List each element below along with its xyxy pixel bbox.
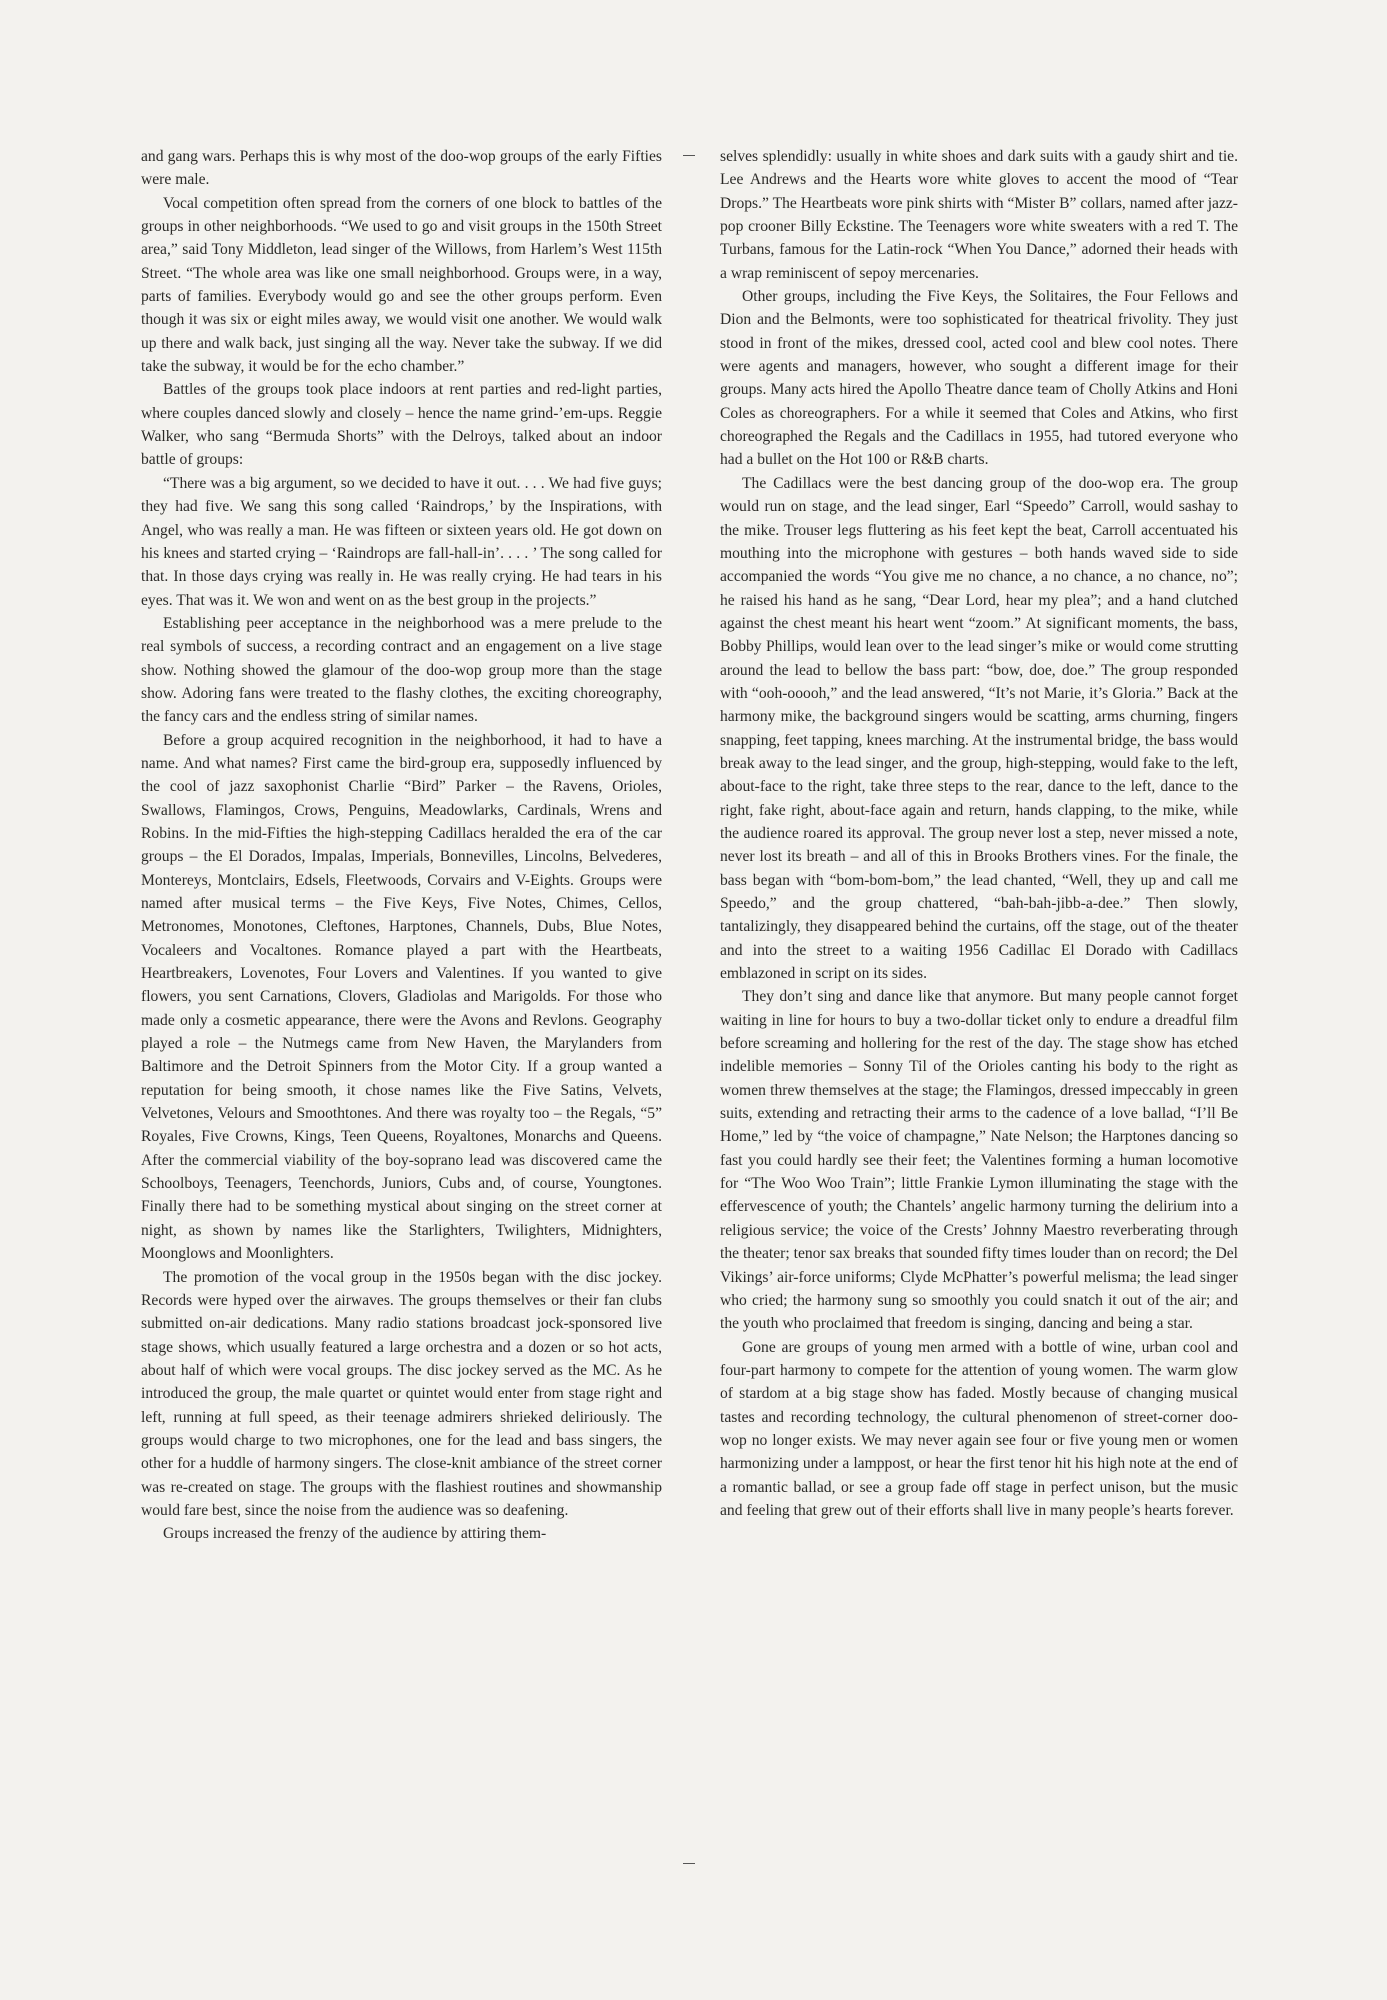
column-divider-mark-top [683, 155, 695, 156]
column-divider-mark-bottom [683, 1863, 695, 1864]
paragraph: The promotion of the vocal group in the 1950s began with the disc jockey. Records were hyped over the airwaves. The groups themselves or their fan clubs submitted on-air dedications. Many radio stations broadcast jock-sponsored live stage shows, which usually featured a large orchestra and a dozen or so hot acts, about half of which were vocal groups. The disc jockey served as the MC. As he introduced the group, the male quartet or quintet would enter from stage right and left, running at full speed, as their teenage admirers shrieked deliriously. The groups would charge to two microphones, one for the lead and bass singers, the other for a huddle of harmony singers. The close-knit ambiance of the street corner was re-created on stage. The groups with the flashiest routines and showmanship would fare best, since the noise from the audience was so deafening. [141, 1268, 662, 1519]
paragraph: Groups increased the frenzy of the audience by attiring them- [163, 1525, 547, 1543]
right-column [720, 145, 1238, 1522]
paragraph: Battles of the groups took place indoors at rent parties and red-light parties, where couples danced slowly and closely – hence the name grind-’em-ups. Reggie Walker, who sang “Bermuda Shorts” with the Delroys, talked about an indoor battle of groups: [141, 381, 662, 469]
paragraph: Other groups, including the Five Keys, the Solitaires, the Four Fellows and Dion and the Belmonts, were too sophisticated for theatrical frivolity. They just stood in front of the mikes, dressed cool, acted cool and blew cool notes. There were agents and managers, however, who sought a different image for their groups. Many acts hired the Apollo Theatre dance team of Cholly Atkins and Honi Coles as choreographers. For a while it seemed that Coles and Atkins, who first choreographed the Regals and the Cadillacs in 1955, had tutored everyone who had a bullet on the Hot 100 or R&B charts. [720, 288, 1238, 469]
paragraph: The Cadillacs were the best dancing group of the doo-wop era. The group would run on stage, and the lead singer, Earl “Speedo” Carroll, would sashay to the mike. Trouser legs fluttering as his feet kept the beat, Carroll accentuated his mouthing into the microphone with gestures – both hands waved side to side accompanied the words “You give me no chance, a no chance, a no chance, no”; he raised his hand as he sang, “Dear Lord, hear my plea”; and a hand clutched against the chest meant his heart went “zoom.” At significant moments, the bass, Bobby Phillips, would lean over to the lead singer’s mike or would come strutting around the lead to bellow the bass part: “bow, doe, doe.” The group responded with “ooh-ooooh,” and the lead answered, “It’s not Marie, it’s Gloria.” Back at the harmony mike, the background singers would be scatting, arms churning, fingers snapping, feet tapping, knees marching. At the instrumental bridge, the bass would break away to the lead singer, and the group, high-stepping, would fake to the left, about-face to the right, take three steps to the rear, dance to the left, dance to the right, fake right, about-face again and return, hands clapping, to the mike, while the audience roared its approval. The group never lost a step, never missed a note, never lost its breath – and all of this in Brooks Brothers vines. For the finale, the bass began with “bom-bom-bom,” the lead chanted, “Well, they up and call me Speedo,” and the group chattered, “bah-bah-jibb-a-dee.” Then slowly, tantalizingly, they disappeared behind the curtains, off the stage, out of the theater and into the street to a waiting 1956 Cadillac El Dorado with Cadillacs emblazoned in script on its sides. [720, 474, 1238, 983]
paragraph: Establishing peer acceptance in the neighborhood was a mere prelude to the real symbols of success, a recording contract and an engagement on a live stage show. Nothing showed the glamour of the doo-wop group more than the stage show. Adoring fans were treated to the flashy clothes, the exciting choreography, the fancy cars and the endless string of similar names. [141, 614, 662, 726]
paragraph: Before a group acquired recognition in the neighborhood, it had to have a name. And what names? First came the bird-group era, supposedly influenced by the cool of jazz saxophonist Charlie “Bird” Parker – the Ravens, Orioles, Swallows, Flamingos, Crows, Penguins, Meadowlarks, Cardinals, Wrens and Robins. In the mid-Fifties the high-stepping Cadillacs heralded the era of the car groups – the El Dorados, Impalas, Imperials, Bonnevilles, Lincolns, Belvederes, Montereys, Montclairs, Edsels, Fleetwoods, Corvairs and V-Eights. Groups were named after musical terms – the Five Keys, Five Notes, Chimes, Cellos, Metronomes, Monotones, Cleftones, Harptones, Channels, Dubs, Blue Notes, Vocaleers and Vocaltones. Romance played a part with the Heartbeats, Heartbreakers, Lovenotes, Four Lovers and Valentines. If you wanted to give flowers, you sent Carnations, Clovers, Gladiolas and Marigolds. For those who made only a cosmetic appearance, there were the Avons and Revlons. Geography played a role – the Nutmegs came from New Haven, the Marylanders from Baltimore and the Detroit Spinners from the Motor City. If a group wanted a reputation for being smooth, it chose names like the Five Satins, Velvets, Velvetones, Velours and Smoothtones. And there was royalty too – the Regals, “5” Royales, Five Crowns, Kings, Teen Queens, Royaltones, Monarchs and Queens. After the commercial viability of the boy-soprano lead was discovered came the Schoolboys, Teenagers, Teenchords, Juniors, Cubs and, of course, Youngtones. Finally there had to be something mystical about singing on the street corner at night, as shown by names like the Starlighters, Twilighters, Midnighters, Moonglows and Moonlighters. [141, 731, 662, 1263]
paragraph: They don’t sing and dance like that anymore. But many people cannot forget waiting in line for hours to buy a two-dollar ticket only to endure a dreadful film before screaming and hollering for the rest of the day. The stage show has etched indelible memories – Sonny Til of the Orioles canting his body to the right as women threw themselves at the stage; the Flamingos, dressed impeccably in green suits, extending and retracting their arms to the cadence of a love ballad, “I’ll Be Home,” led by “the voice of champagne,” Nate Nelson; the Harptones dancing so fast you could hardly see their feet; the Valentines forming a human locomotive for “The Woo Woo Train”; little Frankie Lymon illuminating the stage with the effervescence of youth; the Chantels’ angelic harmony turning the delirium into a religious service; the voice of the Crests’ Johnny Maestro reverberating through the theater; tenor sax breaks that sounded fifty times louder than on record; the Del Vikings’ air-force uniforms; Clyde McPhatter’s powerful melisma; the lead singer who cried; the harmony sung so smoothly you could snatch it out of the air; and the youth who proclaimed that freedom is singing, dancing and being a star. [720, 988, 1238, 1333]
paragraph: Vocal competition often spread from the corners of one block to battles of the groups in other neighborhoods. “We used to go and visit groups in the 150th Street area,” said Tony Middleton, lead singer of the Willows, from Harlem’s West 115th Street. “The whole area was like one small neighborhood. Groups were, in a way, parts of families. Everybody would go and see the other groups perform. Even though it was six or eight miles away, we would visit one another. We would walk up there and walk back, just singing all the way. Never take the subway. If we did take the subway, it would be for the echo chamber.” [141, 194, 662, 376]
left-column [141, 145, 662, 1546]
paragraph: selves splendidly: usually in white shoes and dark suits with a gaudy shirt and tie. Lee Andrews and the Hearts wore white gloves to accent the mood of “Tear Drops.” The Heartbeats wore pink shirts with “Mister B” collars, named after jazz-pop crooner Billy Eckstine. The Teenagers wore white sweaters with a red T. The Turbans, famous for the Latin-rock “When You Dance,” adorned their heads with a wrap reminiscent of sepoy mercenaries. [720, 148, 1238, 282]
paragraph: and gang wars. Perhaps this is why most of the doo-wop groups of the early Fifties were male. [141, 148, 662, 189]
paragraph: Gone are groups of young men armed with a bottle of wine, urban cool and four-part harmony to compete for the attention of young women. The warm glow of stardom at a big stage show has faded. Mostly because of changing musical tastes and recording technology, the cultural phenomenon of street-corner doo-wop no longer exists. We may never again see four or five young men or women harmonizing under a lamppost, or hear the first tenor hit his high note at the end of a romantic ballad, or see a group fade off stage in perfect unison, but the music and feeling that grew out of their efforts shall live in many people’s hearts forever. [720, 1338, 1238, 1519]
paragraph: “There was a big argument, so we decided to have it out. . . . We had five guys; they had five. We sang this song called ‘Raindrops,’ by the Inspirations, with Angel, who was really a man. He was fifteen or sixteen years old. He got down on his knees and started crying – ‘Raindrops are fall-hall-in’. . . . ’ The song called for that. In those days crying was really in. He was really crying. He had tears in his eyes. That was it. We won and went on as the best group in the projects.” [141, 474, 662, 609]
